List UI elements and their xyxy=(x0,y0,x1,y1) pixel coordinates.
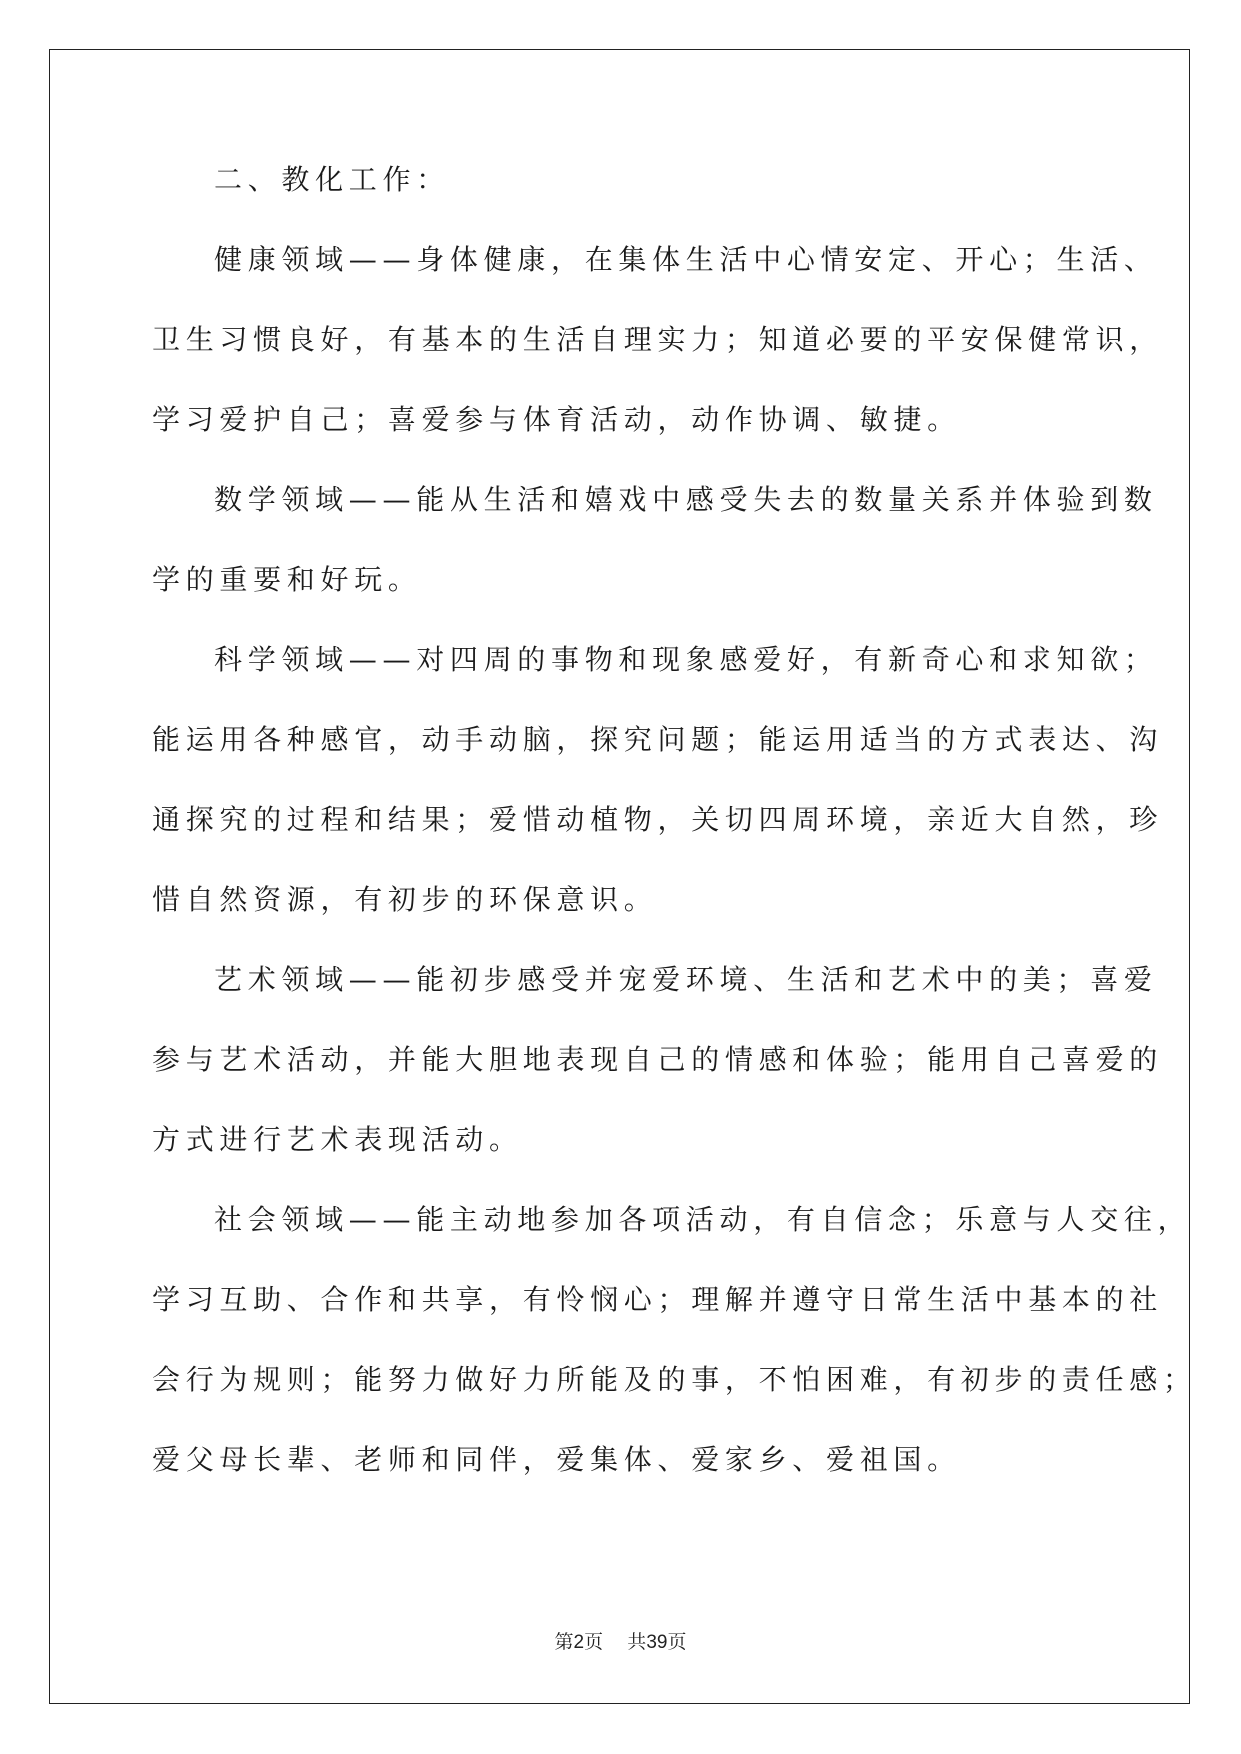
footer-page-word: 页 xyxy=(584,1631,604,1653)
text-line: 学的重要和好玩。 xyxy=(152,563,422,596)
text-line: 二、教化工作： xyxy=(214,163,450,196)
text-line: 会行为规则；能努力做好力所能及的事，不怕困难，有初步的责任感； xyxy=(152,1363,1197,1396)
current-page-number: 2 xyxy=(573,1632,585,1653)
text-line: 艺术领域——能初步感受并宠爱环境、生活和艺术中的美；喜爱 xyxy=(214,963,1158,996)
text-line: 健康领域——身体健康，在集体生活中心情安定、开心；生活、 xyxy=(214,243,1158,276)
footer-total-suffix: 页 xyxy=(667,1631,687,1653)
text-line: 科学领域——对四周的事物和现象感爱好，有新奇心和求知欲； xyxy=(214,643,1158,676)
text-line: 爱父母长辈、老师和同伴，爱集体、爱家乡、爱祖国。 xyxy=(152,1443,961,1476)
text-line: 通探究的过程和结果；爱惜动植物，关切四周环境，亲近大自然，珍 xyxy=(152,803,1164,836)
text-line: 方式进行艺术表现活动。 xyxy=(152,1123,523,1156)
page-footer xyxy=(0,1630,1241,1655)
footer-total-prefix: 共 xyxy=(627,1631,647,1653)
text-line: 能运用各种感官，动手动脑，探究问题；能运用适当的方式表达、沟 xyxy=(152,723,1164,756)
text-line: 惜自然资源，有初步的环保意识。 xyxy=(152,883,658,916)
total-pages-number: 39 xyxy=(646,1632,668,1653)
text-line: 卫生习惯良好，有基本的生活自理实力；知道必要的平安保健常识， xyxy=(152,323,1164,356)
text-line: 社会领域——能主动地参加各项活动，有自信念；乐意与人交往， xyxy=(214,1203,1192,1236)
text-line: 参与艺术活动，并能大胆地表现自己的情感和体验；能用自己喜爱的 xyxy=(152,1043,1164,1076)
text-line: 学习互助、合作和共享，有怜悯心；理解并遵守日常生活中基本的社 xyxy=(152,1283,1164,1316)
footer-prefix: 第 xyxy=(554,1631,574,1653)
text-line: 学习爱护自己；喜爱参与体育活动，动作协调、敏捷。 xyxy=(152,403,961,436)
text-line: 数学领域——能从生活和嬉戏中感受失去的数量关系并体验到数 xyxy=(214,483,1158,516)
